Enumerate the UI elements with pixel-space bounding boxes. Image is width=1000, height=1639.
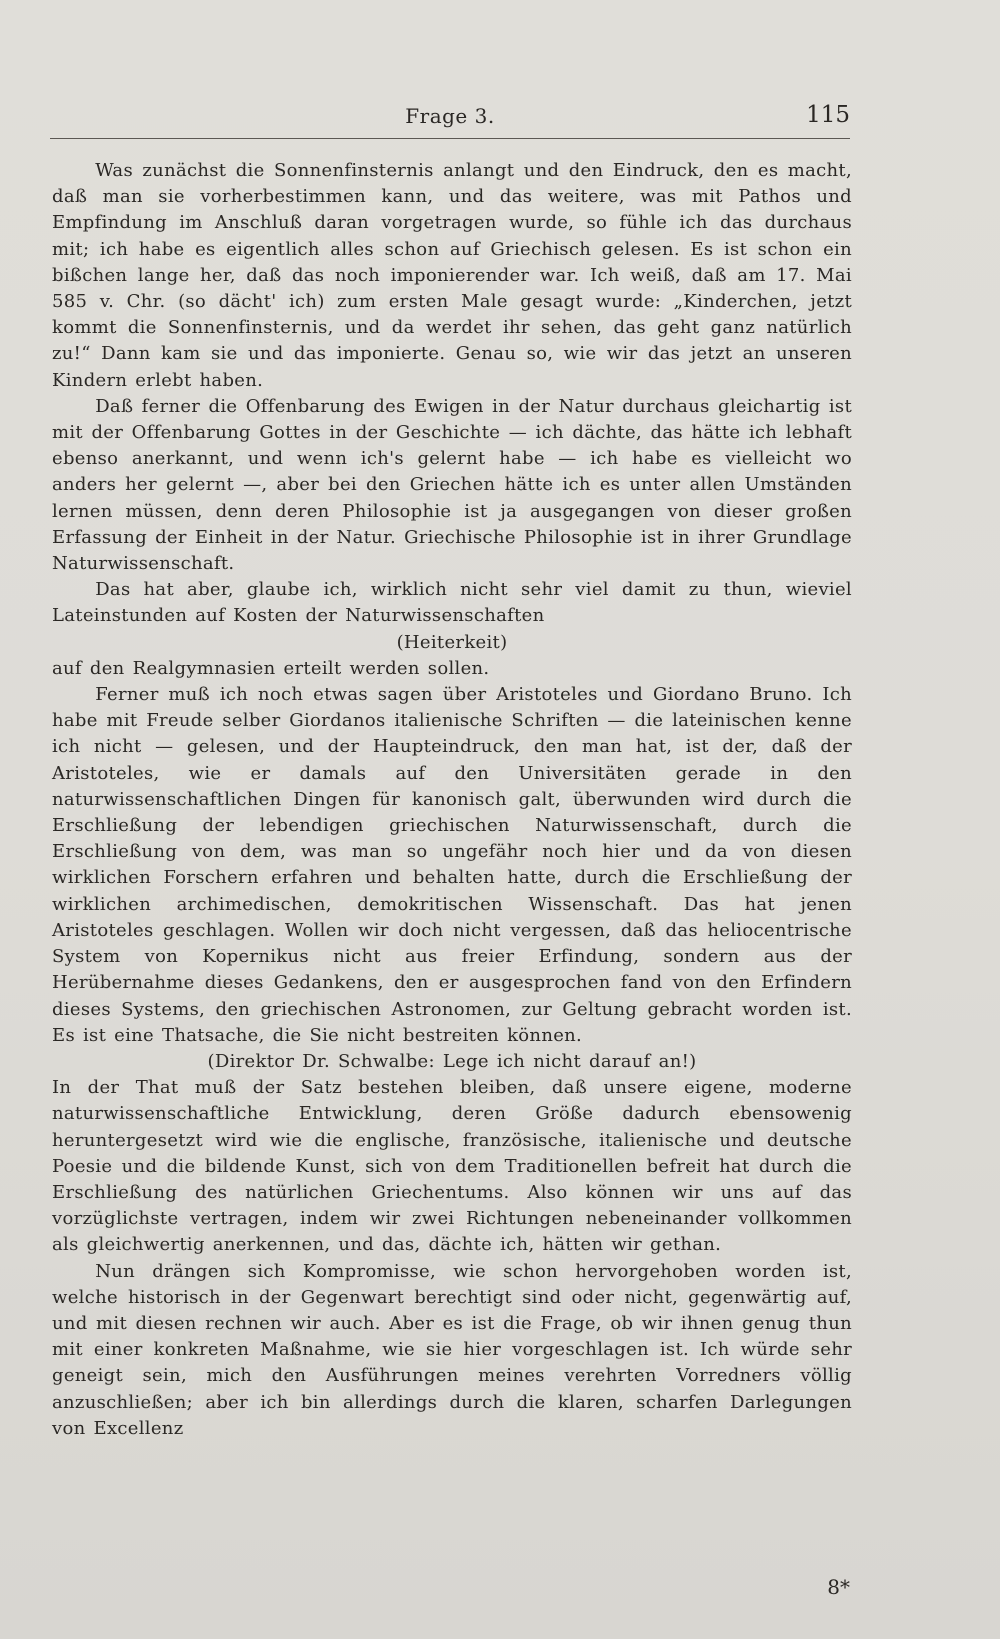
paragraph-offenbarung: Daß ferner die Offenbarung des Ewigen in der Natur durchaus gleichartig ist mit der Offenbarung Gottes in der Geschichte — ich dächte, das hätte ich lebhaft ebenso anerkannt, und wenn ich's gelernt habe — ich habe es vielleicht wo anders her gelernt —, aber bei den Griechen hätte ich es unter allen Umständen lernen müssen, denn deren Philosophie ist ja ausgegangen von dieser großen Erfassung der Einheit in der Natur. Griechische Philosophie ist in ihrer Grundlage Naturwissenschaft. xyxy=(52,395,852,575)
interjection-heiterkeit: (Heiterkeit) xyxy=(396,631,508,653)
signature-mark: 8* xyxy=(827,1575,850,1599)
paragraph-sonnenfinsternis: Was zunächst die Sonnenfinsternis anlangt und den Eindruck, den es macht, daß man sie vorherbestimmen kann, und das weitere, was mit Pathos und Empfindung im Anschluß daran vorgetragen wurde, so fühle ich das durchaus mit; ich habe es eigentlich alles schon auf Griechisch gelesen. Es ist schon ein bißchen lange her, daß das noch imponierender war. Ich weiß, daß am 17. Mai 585 v. Chr. (so dächt' ich) zum ersten Male gesagt wurde: „Kinderchen, jetzt kommt die Sonnenfinsternis, und da werdet ihr sehen, das geht ganz natürlich zu!“ Dann kam sie und das imponierte. Genau so, wie wir das jetzt an unseren Kindern erlebt haben. xyxy=(52,160,852,391)
paragraph-aristoteles: Ferner muß ich noch etwas sagen über Aristoteles und Giordano Bruno. Ich habe mit Freude selber Giordanos italienische Schriften — die lateinischen kenne ich nicht — gelesen, und der Haupteindruck, den man hat, ist der, daß der Aristoteles, wie er damals auf den Universitäten gerade in den naturwissenschaftlichen Dingen für kanonisch galt, überwunden wird durch die Erschließung der lebendigen griechischen Naturwissenschaft, durch die Erschließung von dem, was man so ungefähr noch hier und da von diesen wirklichen Forschern erfahren und behalten hatte, durch die Erschließung der wirklichen archimedischen, demokritischen Wissenschaft. Das hat jenen Aristoteles geschlagen. Wollen wir doch nicht vergessen, daß das heliocentrische System von Kopernikus nicht aus freier Erfindung, sondern aus der Herübernahme dieses Gedankens, den er ausgesprochen fand von den Erfindern dieses Systems, den griechischen Astronomen, zur Geltung gebracht worden ist. Es ist eine Thatsache, die Sie nicht bestreiten können. xyxy=(52,684,852,1046)
paragraph-lateinstunden: Das hat aber, glaube ich, wirklich nicht sehr viel damit zu thun, wieviel Lateinstunden auf Kosten der Naturwissenschaften xyxy=(52,579,852,627)
interjection-schwalbe: (Direktor Dr. Schwalbe: Lege ich nicht darauf an!) xyxy=(207,1050,697,1072)
page-header xyxy=(50,104,850,139)
body-text xyxy=(52,158,852,1442)
paragraph-naturwissenschaft: In der That muß der Satz bestehen bleiben, daß unsere eigene, moderne naturwissenschaftliche Entwicklung, deren Größe dadurch ebensowenig heruntergesetzt wird wie die englische, französische, italienische und deutsche Poesie und die bildende Kunst, sich von dem Traditionellen befreit hat durch die Erschließung des natürlichen Griechentums. Also können wir uns auf das vorzüglichste vertragen, indem wir zwei Richtungen nebeneinander vollkommen als gleichwertig anerkennen, und das, dächte ich, hätten wir gethan. xyxy=(52,1077,852,1256)
paragraph-kompromisse: Nun drängen sich Kompromisse, wie schon hervorgehoben worden ist, welche historisch in der Gegenwart berechtigt sind oder nicht, gegenwärtig auf, und mit diesen rechnen wir auch. Aber es ist die Frage, ob wir ihnen genug thun mit einer konkreten Maßnahme, wie sie hier vorgeschlagen ist. Ich würde sehr geneigt sein, mich den Ausführungen meines verehrten Vorredners völlig anzuschließen; aber ich bin allerdings durch die klaren, scharfen Darlegungen von Excellenz xyxy=(52,1260,852,1439)
running-title: Frage 3. xyxy=(405,104,495,128)
page-number: 115 xyxy=(806,102,850,128)
paragraph-realgymnasien: auf den Realgymnasien erteilt werden sollen. xyxy=(52,657,490,679)
